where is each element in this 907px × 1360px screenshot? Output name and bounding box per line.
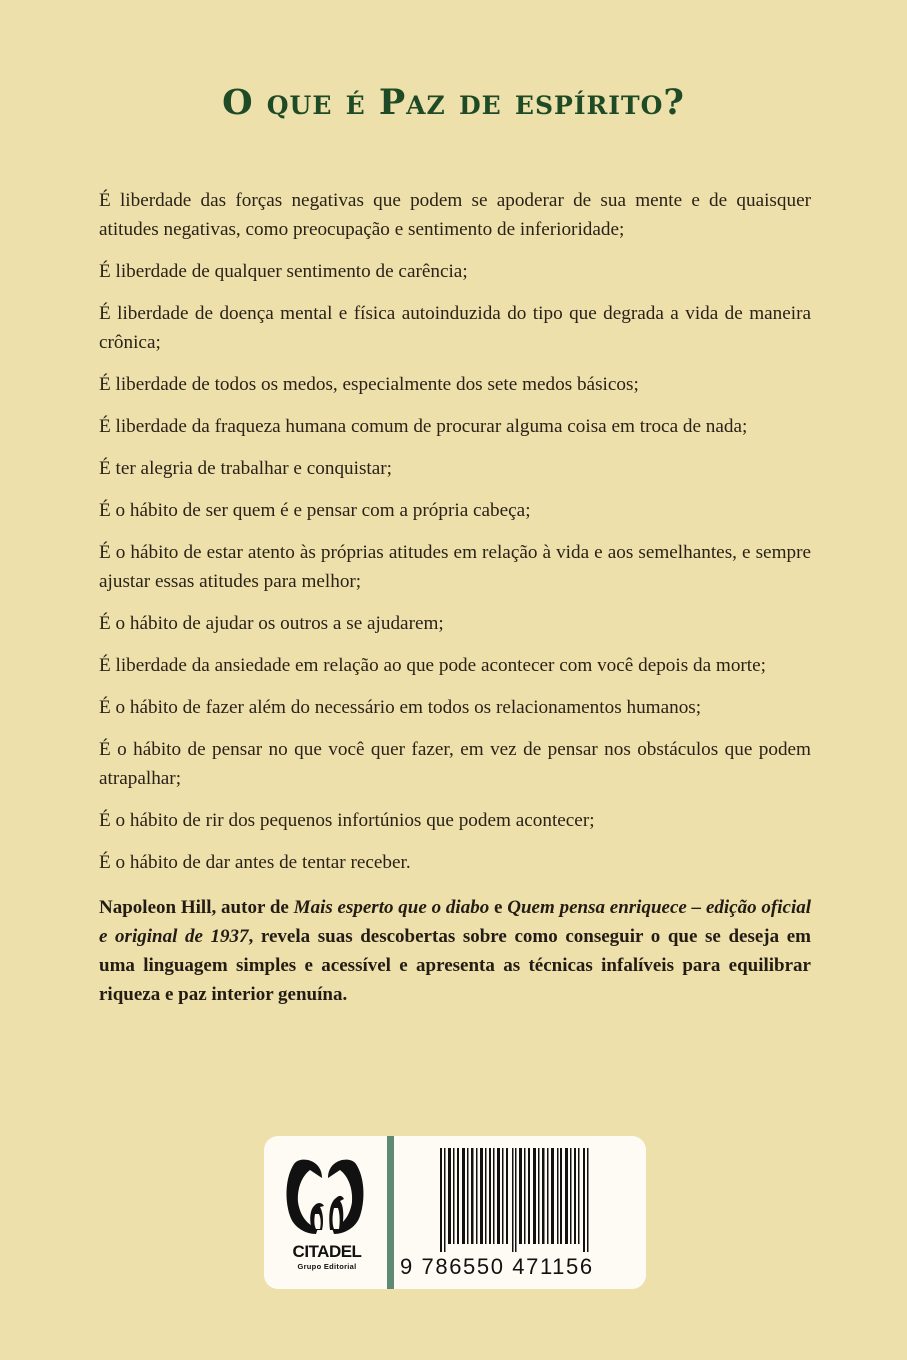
paragraph-14: É o hábito de dar antes de tentar receber. <box>99 852 411 873</box>
paragraph-5: É liberdade da fraqueza humana comum de procurar alguma coisa em troca de nada; <box>99 416 748 437</box>
blurb-text-3: , revela suas descobertas sobre como conseguir o que se deseja em uma linguagem simples e acessível e apresenta as técnicas infalíveis para equilibrar riqueza e paz interior genuína. <box>99 926 811 1005</box>
paragraph-3: É liberdade de doença mental e física autoinduzida do tipo que degrada a vida de maneira crônica; <box>99 303 811 353</box>
label-divider <box>387 1136 394 1289</box>
penguins-logo-icon <box>264 1136 386 1241</box>
paragraph-8: É o hábito de estar atento às próprias atitudes em relação à vida e aos semelhantes, e sempre ajustar essas atitudes para melhor; <box>99 542 811 592</box>
author-blurb <box>99 893 811 1009</box>
blurb-text-1: Napoleon Hill, autor de <box>99 897 294 918</box>
book-title-1: Mais esperto que o diabo <box>293 897 490 918</box>
barcode-icon <box>400 1148 640 1252</box>
book-title-2: Quem pensa enriquece – edição oficial e original de 1937 <box>99 897 811 947</box>
paragraph-9: É o hábito de ajudar os outros a se ajudarem; <box>99 613 444 634</box>
isbn-number: 9 786550 471156 <box>400 1254 594 1279</box>
paragraph-12: É o hábito de pensar no que você quer fazer, em vez de pensar nos obstáculos que podem atrapalhar; <box>99 739 811 789</box>
paragraph-2: É liberdade de qualquer sentimento de carência; <box>99 261 468 282</box>
barcode <box>400 1148 640 1283</box>
paragraph-10: É liberdade da ansiedade em relação ao que pode acontecer com você depois da morte; <box>99 655 766 676</box>
paragraph-11: É o hábito de fazer além do necessário em todos os relacionamentos humanos; <box>99 697 702 718</box>
paragraph-13: É o hábito de rir dos pequenos infortúnios que podem acontecer; <box>99 810 595 831</box>
paragraph-6: É ter alegria de trabalhar e conquistar; <box>99 458 392 479</box>
cover-body <box>99 186 811 1022</box>
paragraph-1: É liberdade das forças negativas que podem se apoderar de sua mente e de quaisquer atitudes negativas, como preocupação e sentimento de inferioridade; <box>99 190 811 240</box>
cover-title: O que é Paz de espírito? <box>222 82 685 123</box>
blurb-text-2: e <box>489 897 508 918</box>
paragraph-7: É o hábito de ser quem é e pensar com a própria cabeça; <box>99 500 531 521</box>
publisher-subtitle: Grupo Editorial <box>297 1262 357 1271</box>
paragraph-4: É liberdade de todos os medos, especialmente dos sete medos básicos; <box>99 374 639 395</box>
publisher-name: CITADEL <box>292 1242 362 1261</box>
publisher-logo <box>264 1136 386 1289</box>
isbn-label-box <box>264 1136 646 1289</box>
